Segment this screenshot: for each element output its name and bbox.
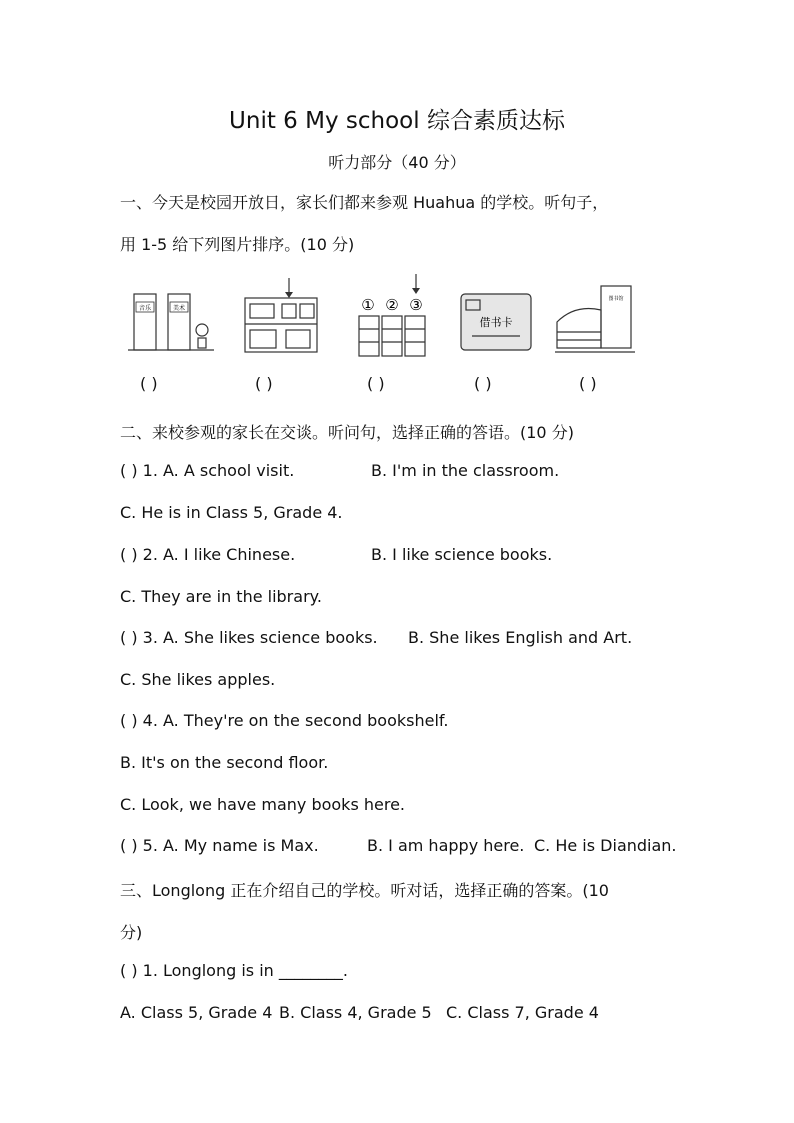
q3-option-b: B. She likes English and Art. xyxy=(408,628,633,647)
doors-icon xyxy=(126,288,216,354)
card-text: 借书卡 xyxy=(479,316,513,329)
sign-art: 美术 xyxy=(172,305,186,312)
shelf-label-3: ③ xyxy=(409,296,423,314)
library-sign: 图书馆 xyxy=(608,296,624,302)
q2-option-b: B. I like science books. xyxy=(371,545,553,564)
library-icon xyxy=(555,282,637,358)
page-title: Unit 6 My school 综合素质达标 xyxy=(229,108,565,134)
section1-heading-line2: 用 1-5 给下列图片排序。(10 分) xyxy=(120,235,355,254)
page-subtitle: 听力部分（40 分） xyxy=(328,153,466,172)
section3-heading-line2: 分) xyxy=(120,923,143,942)
q4-option-c: C. Look, we have many books here. xyxy=(120,795,405,814)
bookshelf-icon xyxy=(356,272,430,360)
q2-option-c: C. They are in the library. xyxy=(120,587,322,606)
q5-option-a: ( ) 5. A. My name is Max. xyxy=(120,836,319,855)
q2-option-a: ( ) 2. A. I like Chinese. xyxy=(120,545,296,564)
q3-option-a: ( ) 3. A. She likes science books. xyxy=(120,628,378,647)
section3-q1-option-a: A. Class 5, Grade 4 xyxy=(120,1003,273,1022)
shelf-label-2: ② xyxy=(385,296,399,314)
q4-option-a: ( ) 4. A. They're on the second bookshelf. xyxy=(120,711,449,730)
answer-blank-2[interactable]: ( ) xyxy=(255,374,273,393)
section3-q1-option-b: B. Class 4, Grade 5 xyxy=(279,1003,432,1022)
section2-heading: 二、来校参观的家长在交谈。听问句，选择正确的答语。(10 分) xyxy=(120,423,574,442)
card-icon xyxy=(458,290,534,354)
section1-heading-line1: 一、今天是校园开放日，家长们都来参观 Huahua 的学校。听句子， xyxy=(120,193,609,212)
section3-q1: ( ) 1. Longlong is in ________. xyxy=(120,961,348,980)
section3-heading-line1: 三、Longlong 正在介绍自己的学校。听对话，选择正确的答案。(10 xyxy=(120,881,609,900)
q1-option-a: ( ) 1. A. A school visit. xyxy=(120,461,295,480)
sign-music: 音乐 xyxy=(138,305,152,312)
answer-blank-1[interactable]: ( ) xyxy=(140,374,158,393)
shelf-label-1: ① xyxy=(361,296,375,314)
section3-q1-option-c: C. Class 7, Grade 4 xyxy=(446,1003,599,1022)
q1-option-b: B. I'm in the classroom. xyxy=(371,461,560,480)
q5-option-b: B. I am happy here. xyxy=(367,836,525,855)
q1-option-c: C. He is in Class 5, Grade 4. xyxy=(120,503,343,522)
answer-blank-5[interactable]: ( ) xyxy=(579,374,597,393)
answer-blank-4[interactable]: ( ) xyxy=(474,374,492,393)
building-icon xyxy=(242,276,320,356)
q3-option-c: C. She likes apples. xyxy=(120,670,276,689)
q4-option-b: B. It's on the second floor. xyxy=(120,753,329,772)
answer-blank-3[interactable]: ( ) xyxy=(367,374,385,393)
q5-option-c: C. He is Diandian. xyxy=(534,836,677,855)
